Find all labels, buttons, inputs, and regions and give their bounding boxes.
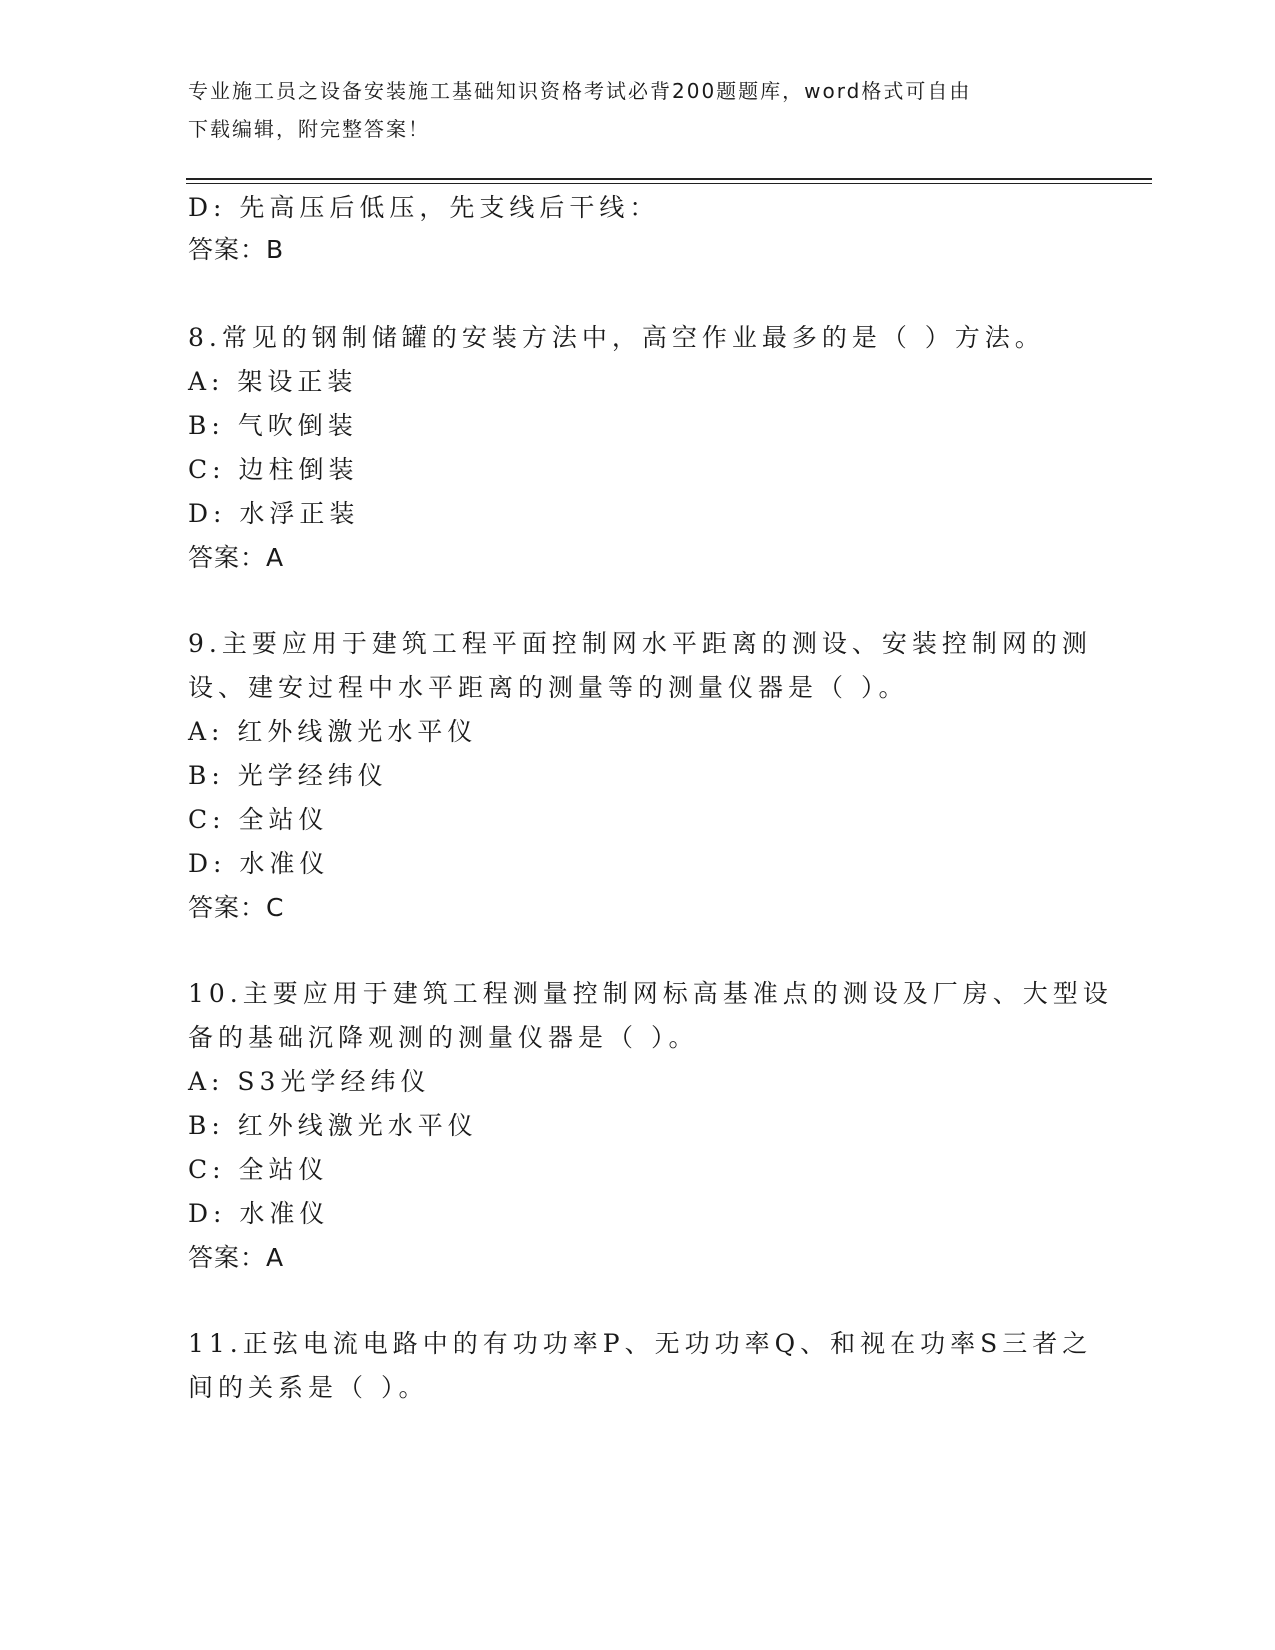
q10-question-line-2: 备的基础沉降观测的测量仪器是（ ）。 [188,1023,699,1052]
header-title-line-2: 下载编辑，附完整答案！ [188,117,430,141]
q9-option-c: C: 全站仪 [188,805,329,834]
q9-question-line-1: 9.主要应用于建筑工程平面控制网水平距离的测设、安装控制网的测 [188,629,1092,658]
q9-question-line-2: 设、建安过程中水平距离的测量等的测量仪器是（ ）。 [188,673,909,702]
q10-option-c: C: 全站仪 [188,1155,329,1184]
q8-question: 8.常见的钢制储罐的安装方法中，高空作业最多的是（ ）方法。 [188,323,1045,352]
q7-answer: 答案：B [188,235,285,264]
q8-option-a: A: 架设正装 [188,367,358,396]
q10-question-line-1: 10.主要应用于建筑工程测量控制网标高基准点的测设及厂房、大型设 [188,979,1113,1008]
q8-answer: 答案：A [188,543,285,572]
document-header [188,72,1068,148]
q8-option-b: B: 气吹倒装 [188,411,358,440]
header-title-line-1: 专业施工员之设备安装施工基础知识资格考试必背200题题库，word格式可自由 [188,79,972,103]
q9-option-d: D: 水准仪 [188,849,330,878]
header-divider-thin [186,183,1152,184]
q8-option-c: C: 边柱倒装 [188,455,359,484]
q10-option-a: A: S3光学经纬仪 [188,1067,431,1096]
q9-option-a: A: 红外线激光水平仪 [188,717,478,746]
header-divider-thick [186,178,1152,180]
q10-option-d: D: 水准仪 [188,1199,330,1228]
q8-option-d: D: 水浮正装 [188,499,360,528]
q10-option-b: B: 红外线激光水平仪 [188,1111,478,1140]
q7-option-d: D: 先高压后低压，先支线后干线： [188,193,660,222]
q10-answer: 答案：A [188,1243,285,1272]
q9-answer: 答案：C [188,893,285,922]
q11-question-line-1: 11.正弦电流电路中的有功功率P、无功功率Q、和视在功率S三者之 [188,1329,1093,1358]
q11-question-line-2: 间的关系是（ ）。 [188,1373,429,1402]
q9-option-b: B: 光学经纬仪 [188,761,388,790]
